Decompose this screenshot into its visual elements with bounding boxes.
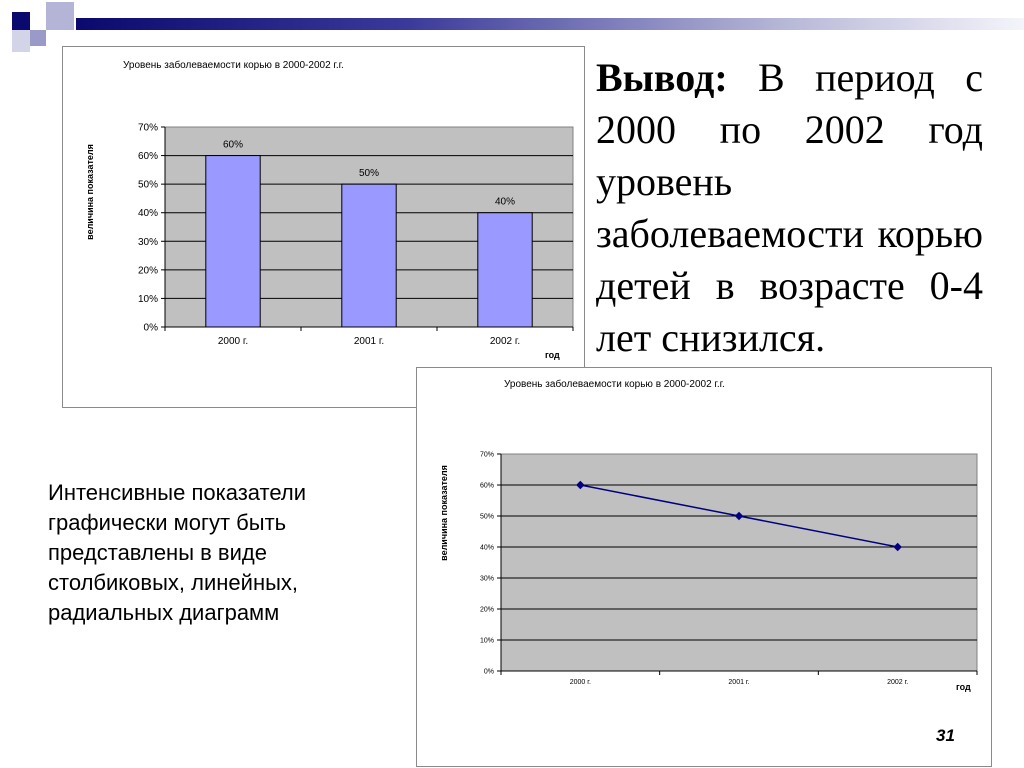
bar-chart: [63, 47, 586, 409]
bar: [206, 156, 260, 327]
data-label: 40%: [494, 196, 516, 208]
bar: [478, 213, 532, 327]
x-tick-label: 2002 г.: [887, 679, 909, 686]
page-number: 31: [936, 726, 955, 745]
y-tick-label: 20%: [479, 606, 494, 614]
y-tick-label: 50%: [479, 513, 494, 521]
chart-title: Уровень заболеваемости корью в 2000-2002 г.г.: [123, 60, 344, 71]
line-chart: [417, 368, 993, 768]
corner-square-medium: [30, 30, 46, 46]
corner-square-light: [46, 2, 74, 30]
data-label: 50%: [358, 168, 380, 180]
y-tick-label: 60%: [137, 151, 158, 163]
line-chart-frame: [416, 367, 992, 767]
y-tick-label: 50%: [137, 179, 158, 191]
y-tick-label: 40%: [479, 544, 494, 552]
conclusion-body: В период с 2000 по 2002 год уровень заболеваемости корью детей в возрасте 0-4 лет снизился.: [596, 55, 984, 360]
x-tick-label: 2001 г.: [728, 679, 750, 686]
plot-area: [501, 454, 977, 671]
data-label: 60%: [222, 139, 244, 151]
bar-chart-frame: [62, 46, 585, 408]
y-axis-label: величина показателя: [85, 144, 95, 240]
y-tick-label: 40%: [137, 208, 158, 220]
chart-title: Уровень заболеваемости корью в 2000-2002 г.г.: [504, 379, 725, 390]
y-tick-label: 10%: [137, 293, 158, 305]
bar: [342, 184, 396, 327]
y-axis-label: величина показателя: [439, 465, 449, 561]
x-tick-label: 2000 г.: [217, 336, 249, 347]
y-tick-label: 20%: [137, 265, 158, 277]
conclusion-text: [596, 52, 983, 364]
x-tick-label: 2000 г.: [569, 679, 591, 686]
conclusion-heading: Вывод:: [596, 55, 728, 100]
y-tick-label: 0%: [483, 668, 494, 676]
corner-square-light: [12, 30, 30, 52]
header-bar: [76, 18, 1024, 30]
y-tick-label: 70%: [479, 451, 494, 459]
intensive-indicators-note: Интенсивные показатели графически могут быть представлены в виде столбиковых, линейных, радиальных диаграмм: [48, 480, 307, 625]
x-axis-label: год: [956, 682, 971, 692]
x-tick-label: 2002 г.: [489, 336, 521, 347]
x-axis-label: год: [545, 350, 560, 360]
y-tick-label: 70%: [137, 122, 158, 134]
y-tick-label: 30%: [479, 575, 494, 583]
y-tick-label: 10%: [479, 637, 494, 645]
x-tick-label: 2001 г.: [353, 336, 385, 347]
y-tick-label: 60%: [479, 482, 494, 490]
y-tick-label: 0%: [143, 322, 158, 334]
corner-square-dark: [12, 12, 30, 30]
y-tick-label: 30%: [137, 236, 158, 248]
